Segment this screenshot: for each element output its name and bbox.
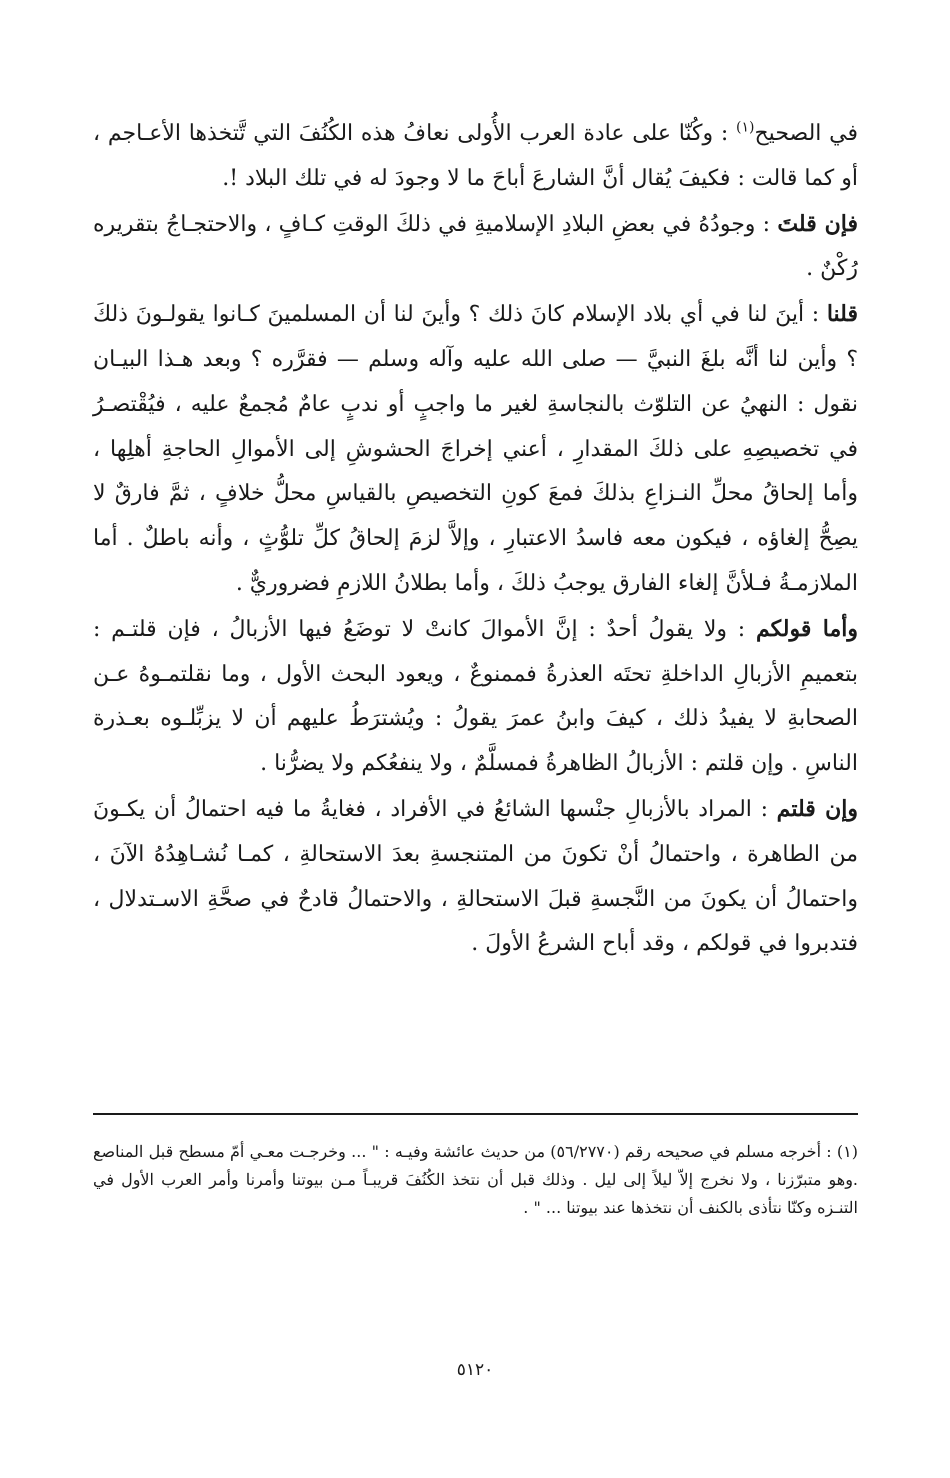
paragraph-4-lead: وأما قولكم (755, 615, 858, 642)
footnote-reference: (١) (736, 119, 755, 136)
paragraph-2 (93, 202, 858, 293)
paragraph-5 (93, 787, 858, 967)
footnote (93, 1138, 858, 1222)
paragraph-5-text: : المراد بالأزبالِ جنْسها الشائعُ في الأفراد ، فغايةُ ما فيه احتمالُ أن يكـونَ من الطاهرة ، واحتمالُ أنْ تكونَ من المتنجسةِ بعدَ الاستحالةِ ، كمـا نُشـاهِدُهُ الآنَ ، واحتمالُ أن يكونَ من النَّجسةِ قبلَ الاستحالةِ ، والاحتمالُ قادحٌ في صحَّةِ الاسـتدلال ، فتدبروا في قولكم ، وقد أباح الشرعُ الأولَ . (93, 796, 859, 957)
paragraph-3-text: : أينَ لنا في أي بلاد الإسلام كانَ ذلك ؟ وأينَ لنا أن المسلمينَ كـانوا يقولـونَ ذلكَ ؟ وأين لنا أنَّه بلغَ النبيَّ — صلى الله عليه وآله وسلم — فقرَّره ؟ وبعد هـذا البيـان نقول : النهيُ عن التلوّث بالنجاسةِ لغير ما واجبٍ أو ندبٍ عامٌ مُجمعٌ عليه ، فيُقْتصـرُ في تخصيصِهِ على ذلكَ المقدارِ ، أعني إخراجَ الحشوشِ إلى الأموالِ الحاجةِ أهلِها ، وأما إلحاقُ محلِّ النـزاعِ بذلكَ فمعَ كونِ التخصيصِ بالقياسِ محلُّ خلافٍ ، ثمَّ فارقٌ لا يصِحُّ إلغاؤه ، فيكون معه فاسدُ الاعتبارِ ، وإلاَّ لزمَ إلحاقُ كلِّ تلوُّثٍ ، وأنه باطلٌ . أما الملازمـةُ فـلأنَّ إلغاء الفارق يوجبُ ذلكَ ، وأما بطلانُ اللازمِ فضروريٌّ . (93, 302, 858, 596)
paragraph-1 (93, 112, 858, 202)
page-number: ٥١٢٠ (456, 1360, 494, 1380)
paragraph-3-lead: قلنا (826, 301, 858, 328)
paragraph-4-text: : ولا يقولُ أحدٌ : إنَّ الأموالَ كانتْ لا توضَعُ فيها الأزبالُ ، فإن قلتـم : بتعميمِ الأزبالِ الداخلةِ تحتَه العذرةُ فممنوعٌ ، ويعود البحث الأول ، وما نقلتمـوهُ عـن الصحابةِ لا يفيدُ ذلك ، كيفَ وابنُ عمرَ يقولُ : ويُشترَطُ عليهم أن لا يزبِّلـوه بعـذرة الناسِ . وإن قلتم : الأزبالُ الظاهرةُ فمسلَّمٌ ، ولا ينفعُكم ولا يضرُّنا . (93, 616, 858, 777)
paragraph-2-text: : وجودُهُ في بعضِ البلادِ الإسلاميةِ في ذلكَ الوقتِ كـافٍ ، والاحتجـاجُ بتقريره رُكْنٌ . (93, 211, 858, 282)
paragraph-3 (93, 292, 858, 607)
main-text (93, 112, 858, 967)
paragraph-4 (93, 607, 858, 787)
footnote-divider (93, 1113, 858, 1115)
paragraph-1-start: في الصحيح (754, 121, 859, 146)
paragraph-2-lead: فإن قلتَ (777, 210, 858, 237)
footnote-text: (١) : أخرجه مسلم في صحيحه رقم (٥٦/٢٧٧٠) من حديث عائشة وفيـه : " ... وخرجـت معـي أمّ مسطح قبل المناصع .وهو متبرّزنا ، ولا نخرج إلاّ ليلاً إلى ليل . وذلك قبل أن نتخذ الكُنُفَ قريبـاً مـن بيوتنا وأمرنا وأمر العرب الأول في التنـزه وكنّا نتأذى بالكنف أن نتخذها عند بيوتنا ... " . (93, 1142, 858, 1217)
paragraph-1-rest: : وكُنّا على عادة العرب الأُولى نعافُ هذه الكُنُفَ التي تَّتخذها الأعـاجم ، أو كما قالت : فكيفَ يُقال أنَّ الشارعَ أباحَ ما لا وجودَ له في تلك البلاد !. (93, 121, 858, 191)
paragraph-5-lead: وإن قلتم (776, 795, 858, 822)
